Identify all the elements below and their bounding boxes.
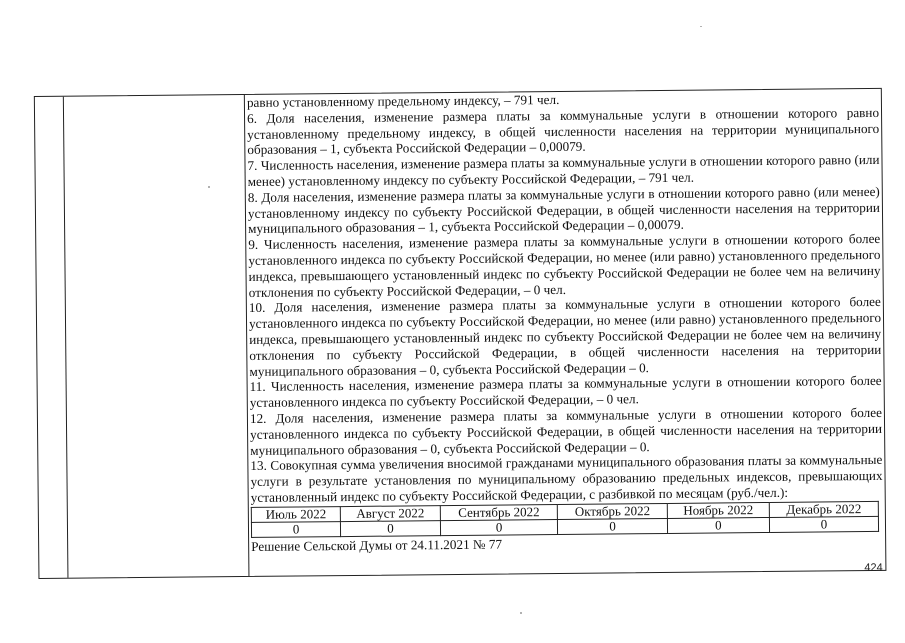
month-value: 0 [440, 519, 558, 535]
paragraph-7: 7. Численность населения, изменение размера платы за коммунальные услуги в отношении которого равно (или менее) установленному индексу по субъекту Российской Федерации, – 791 чел. [247, 152, 880, 189]
column-divider [63, 97, 69, 578]
month-header: Декабрь 2022 [769, 501, 878, 517]
document-table-frame [34, 88, 887, 579]
month-header: Ноябрь 2022 [667, 502, 769, 518]
paragraph-8: 8. Доля населения, изменение размера платы за коммунальные услуги в отношении которого равно (или менее) установленному индексу по субъекту Российской Федерации, в общей численности населения на территории муниципального образования – 1, субъекта Российской Федерации – 0,00079. [247, 183, 881, 237]
month-header: Июль 2022 [251, 506, 340, 522]
month-value: 0 [251, 521, 340, 537]
scan-speck [520, 612, 522, 614]
paragraph-continuation: равно установленному предельному индексу, – 791 чел. [246, 91, 560, 110]
page-number: 424 [864, 561, 883, 575]
month-header: Сентябрь 2022 [440, 504, 558, 520]
paragraph-6: 6. Доля населения, изменение размера платы за коммунальные услуги в отношении которого равно установленному предельному индексу, в общей численности населения на территории муниципального образования – 1, субъекта Российской Федерации – 0,00079. [246, 104, 880, 158]
month-header: Август 2022 [340, 505, 440, 521]
month-header: Октябрь 2022 [558, 503, 668, 519]
paragraph-9: 9. Численность населения, изменение размера платы за коммунальные услуги в отношении которого более установленного индекса по субъекту Российской Федерации, но менее (или равно) установленного предельного индекса, превышающего установленный индекс по субъекту Российской Федерации не более чем на величину отклонения по субъекту Российской Федерации, – 0 чел. [248, 231, 881, 300]
paragraph-10: 10. Доля населения, изменение размера платы за коммунальные услуги в отношении которого более установленного индекса по субъекту Российской Федерации, но менее (или равно) установленного предельного индекса, превышающего установленный индекс по субъекту Российской Федерации не более чем на величину отклонения по субъекту Российской Федерации, в общей численности населения на территории муниципального образования – 0, субъекта Российской Федерации – 0. [248, 294, 882, 379]
scan-speck [700, 26, 702, 27]
scan-speck [208, 186, 210, 188]
month-value: 0 [558, 518, 668, 534]
month-value: 0 [769, 516, 878, 532]
paragraph-12: 12. Доля населения, изменение размера платы за коммунальные услуги в отношении которого более установленного индекса по субъекту Российской Федерации, в общей численности населения на территории муниципального образования – 0, субъекта Российской Федерации – 0. [249, 404, 883, 458]
paragraph-13: 13. Совокупная сумма увеличения вносимой гражданами муниципального образования платы за коммунальные услуги в результате установления по муниципальному образованию предельных индексов, превышающих установленный индекс по субъекту Российской Федерации, с разбивкой по месяцам (руб./чел.): [250, 452, 883, 505]
decision-reference: Решение Сельской Думы от 24.11.2021 № 77 [251, 536, 503, 554]
monthly-sum-table [251, 501, 879, 538]
paragraph-11: 11. Численность населения, изменение размера платы за коммунальные услуги в отношении которого более установленного индекса по субъекту Российской Федерации, – 0 чел. [249, 373, 882, 411]
month-value: 0 [667, 517, 769, 533]
content-cell [247, 89, 883, 554]
month-value: 0 [341, 520, 441, 536]
